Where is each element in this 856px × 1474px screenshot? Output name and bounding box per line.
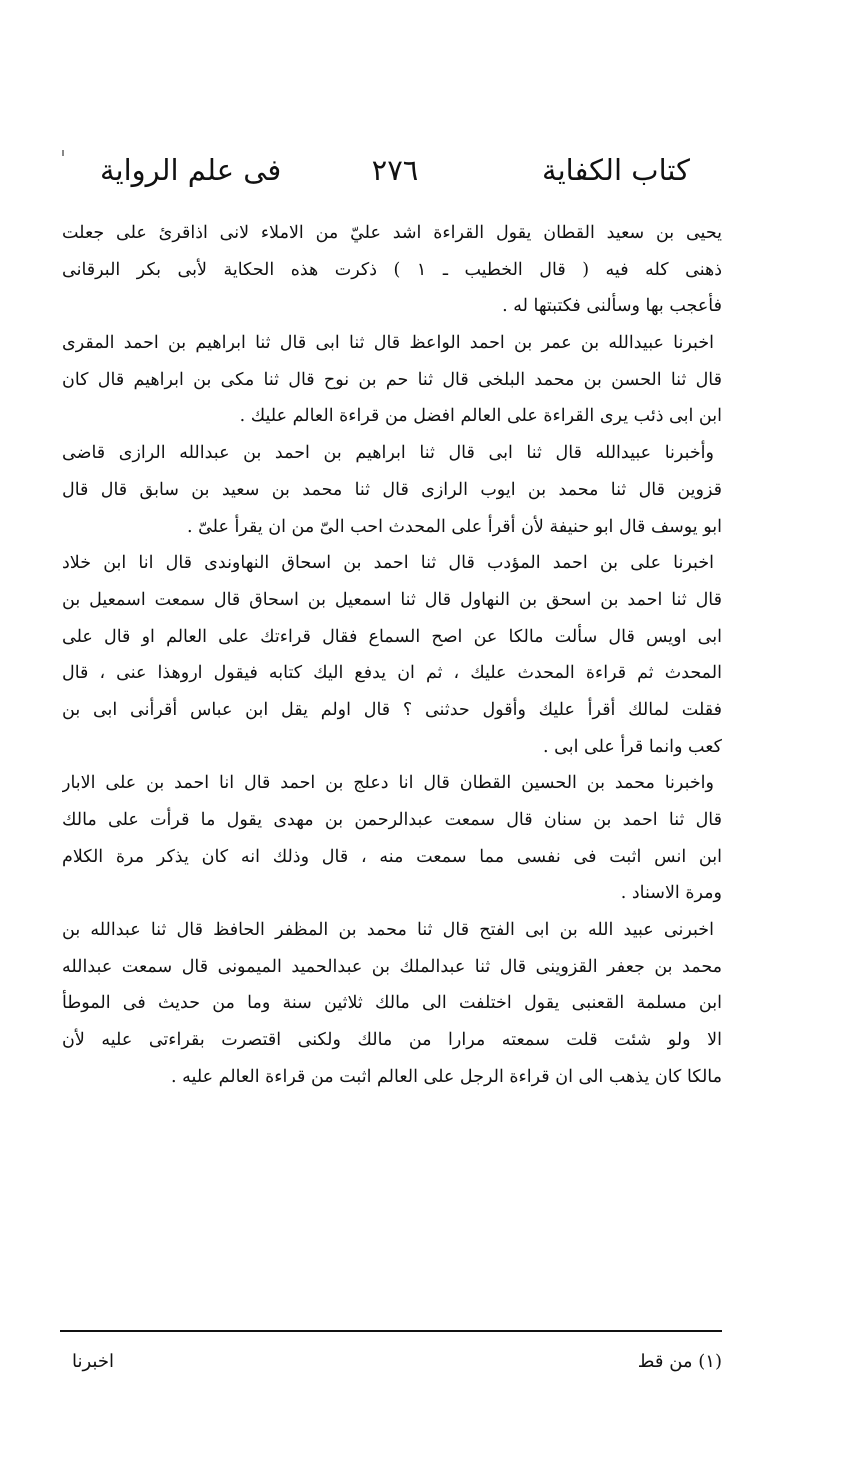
section-title: فى علم الرواية [100, 153, 282, 187]
text-line: ابن انس اثبت فى نفسى مما سمعت منه ، قال وذلك انه كان يذكر مرة الكلام [62, 846, 722, 867]
text-line: اخبرنا عبيدالله بن عمر بن احمد الواعظ قال ثنا ابى قال ثنا ابراهيم بن احمد المقرى [62, 333, 714, 354]
text-line: ومرة الاسناد . [620, 883, 722, 904]
text-line: المحدث ثم قراءة المحدث عليك ، ثم ان يدفع اليك كتابه فيقول اروهذا عنى ، قال [62, 663, 722, 684]
text-line: الا ولو شئت قلت سمعته مرارا من مالك ولكنى اقتصرت بقراءتى عليه لأن [62, 1030, 722, 1051]
text-line: يحيى بن سعيد القطان يقول القراءة اشد عليّ من الاملاء لانى اذاقرئ على جعلت [62, 223, 722, 243]
footnote: (١) من قط [637, 1351, 722, 1372]
paragraph-5 [62, 765, 722, 912]
book-title: كتاب الكفاية [542, 153, 690, 187]
text-line: قال ثنا احمد بن سنان قال سمعت عبدالرحمن بن مهدى يقول ما قرأت على مالك [62, 810, 722, 830]
paragraph-6 [62, 912, 722, 1095]
page-speck [62, 150, 64, 156]
text-line: كعب وانما قرأ على ابى . [543, 736, 722, 757]
catchword: اخبرنا [72, 1351, 114, 1372]
text-line: فقلت لمالك أقرأ عليك وأقول حدثنى ؟ قال اولم يقل ابن عباس أقرأنى ابى بن [62, 699, 722, 720]
paragraph-2 [62, 325, 722, 435]
page-number: ٢٧٦ [371, 153, 419, 187]
text-line: مالكا كان يذهب الى ان قراءة الرجل على العالم اثبت من قراءة العالم عليه . [171, 1066, 722, 1087]
text-line: ابن ابى ذئب يرى القراءة على العالم افضل من قراءة العالم عليك . [239, 406, 722, 427]
text-line: واخبرنا محمد بن الحسين القطان قال انا دعلج بن احمد قال انا احمد بن على الابار [62, 773, 714, 794]
text-line: اخبرنا على بن احمد المؤدب قال ثنا احمد بن اسحاق النهاوندى قال انا ابن خلاد [62, 553, 714, 574]
main-text [62, 215, 722, 1096]
paragraph-4 [62, 545, 722, 765]
text-line: محمد بن جعفر القزوينى قال ثنا عبدالملك بن عبدالحميد الميمونى قال سمعت عبدالله [62, 956, 722, 977]
text-line: قال ثنا احمد بن اسحق بن النهاول قال ثنا اسمعيل بن اسحاق قال سمعت اسمعيل بن [62, 589, 722, 610]
text-line: ابى اويس قال سألت مالكا عن اصح السماع فقال قراءتك على العالم او قال على [62, 626, 722, 647]
text-line: قال ثنا الحسن بن محمد البلخى قال ثنا حم بن نوح قال ثنا مكى بن ابراهيم قال كان [62, 369, 722, 390]
text-line: قزوين قال ثنا محمد بن ايوب الرازى قال ثنا محمد بن سعيد بن سابق قال قال [62, 479, 722, 500]
running-header [100, 150, 690, 200]
text-line: ذهنى كله فيه ( قال الخطيب ـ ١ ) ذكرت هذه الحكاية لأبى بكر البرقانى [62, 259, 722, 280]
page-footer [72, 1344, 722, 1380]
footnote-divider [60, 1330, 722, 1332]
paragraph-1 [62, 215, 722, 325]
text-line: فأعجب بها وسألنى فكتبتها له . [502, 296, 722, 317]
text-line: ابن مسلمة القعنبى يقول اختلفت الى مالك ثلاثين سنة وما من حديث فى الموطأ [62, 993, 722, 1014]
text-line: اخبرنى عبيد الله بن ابى الفتح قال ثنا محمد بن المظفر الحافظ قال ثنا عبدالله بن [62, 920, 714, 941]
text-line: وأخبرنا عبيدالله قال ثنا ابى قال ثنا ابراهيم بن احمد بن عبدالله الرازى قاضى [62, 443, 714, 464]
paragraph-3 [62, 435, 722, 545]
text-line: ابو يوسف قال ابو حنيفة لأن أقرأ على المحدث احب الىّ من ان يقرأ علىّ . [186, 516, 722, 537]
